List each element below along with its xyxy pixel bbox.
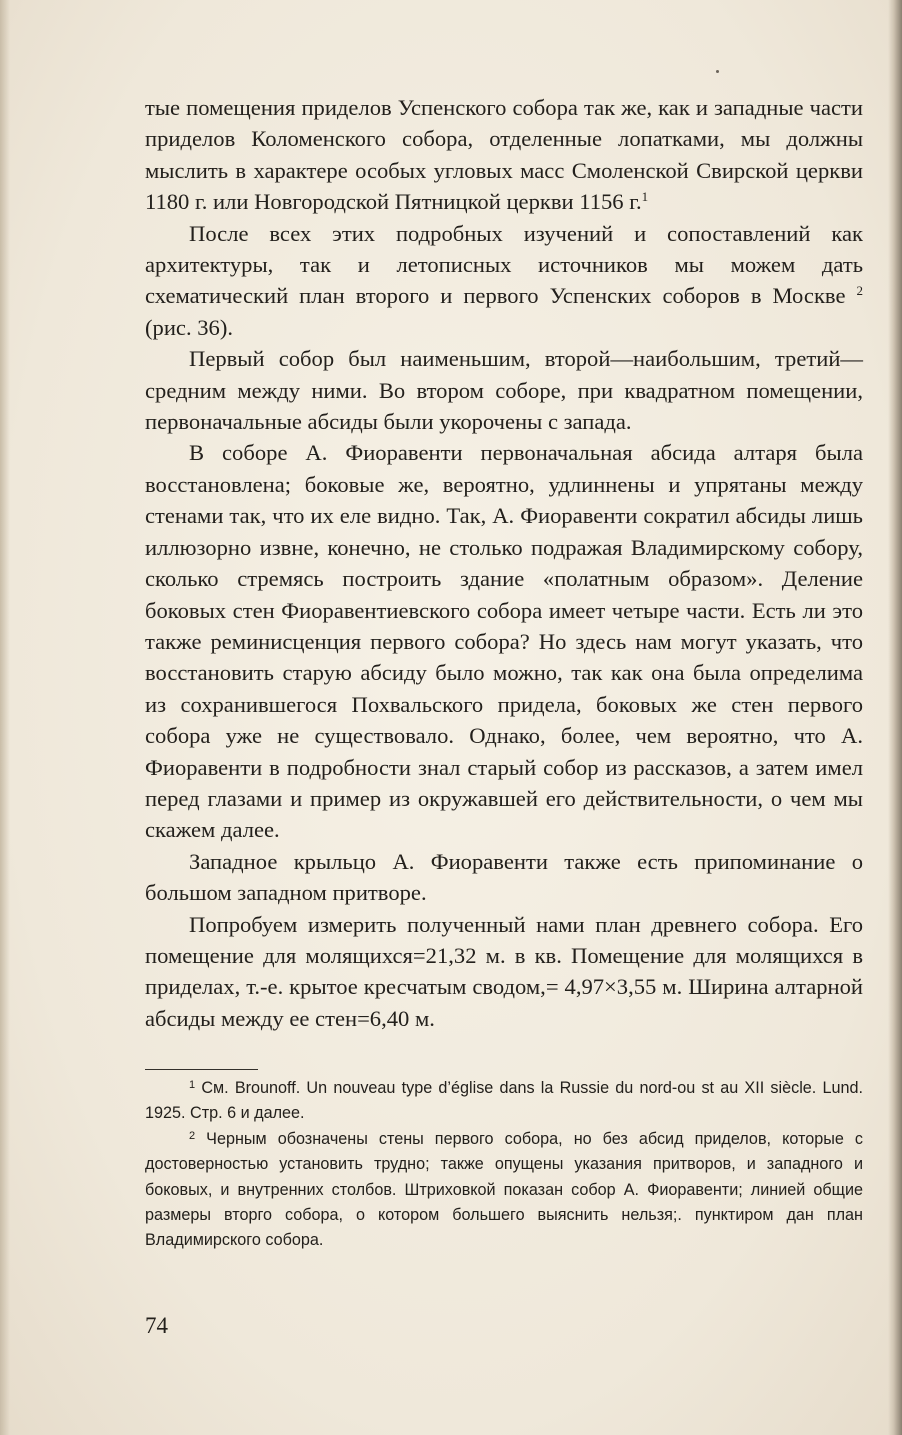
- footnote-1-text: См. Brounoff. Un nouveau type d’église dans la Russie du nord-ou st au XII siècle. Lund. 1925. Стр. 6 и далее.: [145, 1079, 864, 1123]
- footnote-divider: [145, 1069, 258, 1070]
- footnote-2: [145, 1127, 863, 1254]
- paragraph-2-text: После всех этих подробных изучений и сопоставлений как архитектуры, так и летописных источников мы можем дать схематический план второго и первого Успенских соборов в Москве: [145, 220, 863, 309]
- footnote-2-mark: 2: [189, 1129, 196, 1142]
- paragraph-3: Первый собор был наименьшим, второй—наибольшим, третий—средним между ними. Во втором соборе, при квадратном помещении, первоначальные абсиды были укорочены с запада.: [145, 346, 863, 435]
- footnote-ref-1: 1: [641, 189, 649, 205]
- speck-mark: [716, 70, 719, 73]
- paragraph-1-text: тые помещения приделов Успенского собора так же, как и западные части приделов Коломенского собора, отделенные лопатками, мы должны мыслить в характере особых угловых масс Смоленской Свирской церкви 1180 г. или Новгородской Пятницкой церкви 1156 г.: [145, 95, 863, 215]
- footnote-1-mark: 1: [189, 1079, 196, 1091]
- paragraph-5: Западное крыльцо А. Фиоравенти также есть припоминание о большом западном притворе.: [145, 848, 863, 906]
- footnotes: [145, 1076, 863, 1254]
- page-gutter-shadow: [0, 0, 10, 1435]
- page-number: 74: [145, 1313, 168, 1338]
- paragraph-4: В соборе А. Фиоравенти первоначальная абсида алтаря была восстановлена; боковые же, вероятно, удлиннены и упрятаны между стенами так, что их еле видно. Так, А. Фиоравенти сократил абсиды лишь иллюзорно извне, конечно, не столько подражая Владимирскому собору, сколько стремясь построить здание «полатным образом». Деление боковых стен Фиоравентиевского собора имеет четыре части. Есть ли это также реминисценция первого собора? Но здесь нам могут указать, что восстановить старую абсиду было можно, так как она была определима из сохранившегося Похвальского придела, боковых же стен первого собора уже не существовало. Однако, более, чем вероятно, что А. Фиоравенти в подробности знал старый собор из рассказов, а затем имел перед глазами и пример из окружавшей его действительности, о чем мы скажем далее.: [145, 440, 863, 843]
- paragraph-1: [145, 92, 863, 218]
- footnote-1: [145, 1076, 863, 1127]
- paragraph-2: [145, 218, 863, 344]
- footnote-ref-2: 2: [856, 283, 864, 299]
- paragraph-6: Попробуем измерить полученный нами план древнего собора. Его помещение для молящихся=21,32 м. в кв. Помещение для молящихся в приделах, т.-е. крытое кресчатым сводом,= 4,97×3,55 м. Ширина алтарной абсиды между ее стен=6,40 м.: [145, 911, 863, 1031]
- main-text: [145, 92, 863, 1034]
- page-edge-shadow: [888, 0, 902, 1435]
- paragraph-2-tail: (рис. 36).: [145, 314, 234, 340]
- footnote-2-text: Черным обозначены стены первого собора, но без абсид приделов, которые с достоверностью установить трудно; также опущены указания притворов, и западного и боковых, и внутренних столбов. Штриховкой показан собор А. Фиоравенти; линией общие размеры вторго собора, о котором большего выяснить нельзя;. пунктиром дан план Владимирского собора.: [145, 1129, 863, 1250]
